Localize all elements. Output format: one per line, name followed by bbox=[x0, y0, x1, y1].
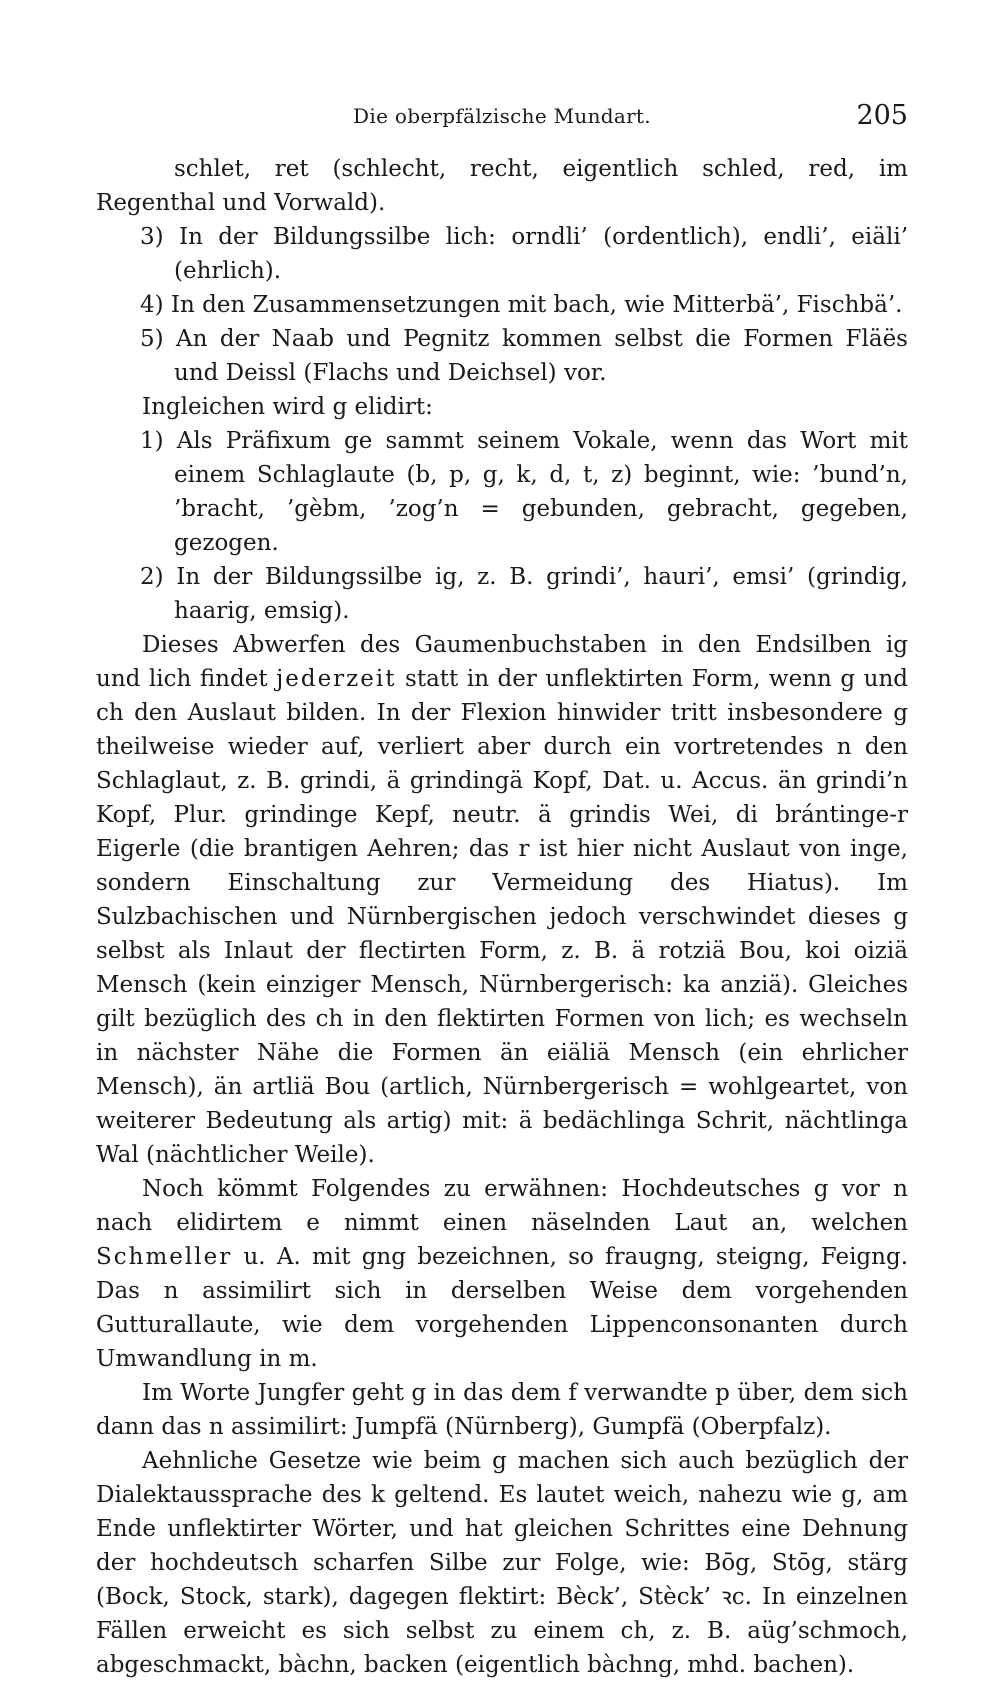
intro-line: Ingleichen wird g elidirt: bbox=[142, 394, 433, 420]
emphasis-jederzeit: jederzeit bbox=[276, 666, 397, 692]
paragraph-2-part-b: u. A. mit gng bezeichnen, so fraugng, steigng, Feigng. Das n assimilirt sich in derselben Weise dem vorgehenden Gutturallaute, wie dem vorgehenden Lippenconsonanten durch Umwandlung in m. bbox=[96, 1244, 908, 1372]
list-item-5: 5) An der Naab und Pegnitz kommen selbst die Formen Fläës und Deissl (Flachs und Deichsel) vor. bbox=[140, 326, 908, 386]
body-text bbox=[96, 152, 908, 1682]
list-item-4: 4) In den Zusammensetzungen mit bach, wie Mitterbä’, Fischbä’. bbox=[140, 292, 903, 318]
emphasis-schmeller: Schmeller bbox=[96, 1244, 233, 1270]
list-item-1: 1) Als Präfixum ge sammt seinem Vokale, wenn das Wort mit einem Schlaglaute (b, p, g, k, d, t, z) beginnt, wie: ’bund’n, ’bracht, ’gèbm, ’zog’n = gebunden, gebracht, gegeben, gezogen. bbox=[140, 428, 908, 556]
list-item-3: 3) In der Bildungssilbe lich: orndli’ (ordentlich), endli’, eiäli’ (ehrlich). bbox=[140, 224, 908, 284]
paragraph-4: Aehnliche Gesetze wie beim g machen sich auch bezüglich der Dialektaussprache des k geltend. Es lautet weich, nahezu wie g, am Ende unflektirter Wörter, und hat gleichen Schrittes eine Dehnung der hochdeutsch scharfen Silbe zur Folge, wie: Bōg, Stōg, stärg (Bock, Stock, stark), dagegen flektirt: Bèck’, Stèck’ ꝛc. In einzelnen Fällen erweicht es sich selbst zu einem ch, z. B. aüg’schmoch, abgeschmackt, bàchn, backen (eigentlich bàchng, mhd. bachen). bbox=[96, 1448, 908, 1678]
running-title: Die oberpfälzische Mundart. bbox=[353, 104, 651, 128]
paragraph-2 bbox=[96, 1172, 908, 1376]
page-header bbox=[96, 100, 908, 136]
paragraph-1 bbox=[96, 628, 908, 1172]
paragraph-2-part-a: Noch kömmt Folgendes zu erwähnen: Hochdeutsches g vor n nach elidirtem e nimmt einen näselnden Laut an, welchen bbox=[96, 1176, 908, 1236]
paragraph-1-part-a: Dieses Abwerfen des Gaumenbuchstaben in den Endsilben ig und lich findet bbox=[96, 632, 908, 692]
paragraph-3: Im Worte Jungfer geht g in das dem f verwandte p über, dem sich dann das n assimilirt: Jumpfä (Nürnberg), Gumpfä (Oberpfalz). bbox=[96, 1380, 908, 1440]
page-number: 205 bbox=[856, 100, 908, 131]
list-item-2: 2) In der Bildungssilbe ig, z. B. grindi’, hauri’, emsi’ (grindig, haarig, emsig). bbox=[140, 564, 908, 624]
paragraph-1-part-b: statt in der unflektirten Form, wenn g und ch den Auslaut bilden. In der Flexion hinwider tritt insbesondere g theilweise wieder auf, verliert aber durch ein vortretendes n den Schlaglaut, z. B. grindi, ä grindingä Kopf, Dat. u. Accus. än grindi’n Kopf, Plur. grindinge Kepf, neutr. ä grindis Wei, di brántinge-r Eigerle (die brantigen Aehren; das r ist hier nicht Auslaut von inge, sondern Einschaltung zur Vermeidung des Hiatus). Im Sulzbachischen und Nürnbergischen jedoch verschwindet dieses g selbst als Inlaut der flectirten Form, z. B. ä rotziä Bou, koi oiziä Mensch (kein einziger Mensch, Nürnbergerisch: ka anziä). Gleiches gilt bezüglich des ch in den flektirten Formen von lich; es wechseln in nächster Nähe die Formen än eiäliä Mensch (ein ehrlicher Mensch), än artliä Bou (artlich, Nürnbergerisch = wohlgeartet, von weiterer Bedeutung als artig) mit: ä bedächlinga Schrit, nächtlinga Wal (nächtlicher Weile). bbox=[96, 666, 908, 1168]
continued-line: schlet, ret (schlecht, recht, eigentlich schled, red, im Regenthal und Vorwald). bbox=[96, 156, 908, 216]
